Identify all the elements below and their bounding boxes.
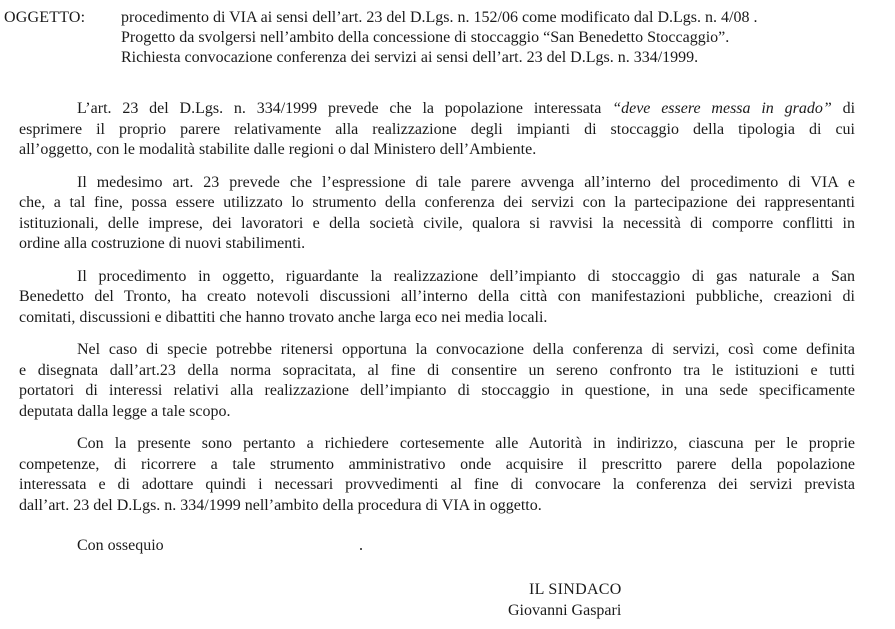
paragraph-5-line-2: competenze, di ricorrere a tale strumento amministrativo onde acquisire il prescritto parere della popolazione	[19, 455, 855, 473]
paragraph-1-line-2: esprimere il proprio parere relativamente alla realizzazione degli impianti di stoccaggio della tipologia di cui	[19, 120, 855, 138]
paragraph-2	[19, 173, 855, 255]
p1-text-before-quote: L’art. 23 del D.Lgs. n. 334/1999 prevede che la popolazione interessata	[77, 100, 602, 117]
p1-text-after-quote: di	[842, 100, 856, 117]
paragraph-5	[19, 434, 855, 516]
subject-text	[121, 8, 874, 68]
paragraph-1-line-1	[77, 99, 855, 120]
paragraph-4-line-4: deputata dalla legge a tale scopo.	[19, 402, 231, 420]
paragraph-2-line-4: ordine alla costruzione di nuovi stabilimenti.	[19, 235, 306, 252]
paragraph-4-line-1: Nel caso di specie potrebbe ritenersi opportuna la convocazione della conferenza di servizi, così come definita	[77, 341, 855, 358]
paragraph-5-line-3: interessata e di adottare quindi i necessari provvedimenti al fine di convocare la conferenza dei servizi prevista	[19, 476, 855, 493]
signature-block	[508, 579, 622, 621]
subject-line-1: procedimento di VIA ai sensi dell’art. 23 del D.Lgs. n. 152/06 come modificato dal D.Lgs. n. 4/08 .	[121, 9, 758, 26]
signer-title: IL SINDACO	[529, 581, 622, 598]
paragraph-2-line-3: istituzionali, delle imprese, dei lavoratori e della società civile, qualora si ravvisi la necessità di comporre conflitti in	[19, 214, 855, 232]
paragraph-4-line-3: portatori di interessi relativi alla realizzazione dell’impianto di stoccaggio in questione, in una sede specificamente	[19, 382, 855, 399]
paragraph-4-line-2: e disegnata dall’art.23 della norma sopracitata, al fine di consentire un sereno confronto tra le istituzioni e tutti	[19, 361, 855, 379]
subject-label: OGGETTO:	[4, 9, 86, 26]
p1-quoted-phrase: “deve essere messa in grado”	[612, 100, 832, 117]
paragraph-2-line-2: che, a tal fine, possa essere utilizzato lo strumento della conferenza dei servizi con la partecipazione dei rappresentanti	[19, 194, 855, 211]
paragraph-3	[19, 267, 855, 329]
paragraph-1-line-3: all’oggetto, con le modalità stabilite dalle regioni o dal Ministero dell’Ambiente.	[19, 141, 537, 158]
paragraph-5-line-4: dall’art. 23 del D.Lgs. n. 334/1999 nell’ambito della procedura di VIA in oggetto.	[19, 496, 542, 514]
paragraph-3-line-3: comitati, discussioni e dibattiti che hanno trovato anche larga eco nei media locali.	[19, 308, 548, 326]
paragraph-5-line-1: Con la presente sono pertanto a richiedere cortesemente alle Autorità in indirizzo, ciascuna per le proprie	[77, 435, 855, 452]
stray-mark	[360, 548, 362, 550]
paragraph-4	[19, 340, 855, 422]
subject-line-2: Progetto da svolgersi nell’ambito della concessione di stoccaggio “San Benedetto Stoccaggio”.	[121, 29, 730, 46]
signer-name: Giovanni Gaspari	[508, 602, 622, 619]
paragraph-3-line-2: Benedetto del Tronto, ha creato notevoli discussioni all’interno della città con manifestazioni pubbliche, creazioni di	[19, 288, 855, 305]
subject-block	[4, 8, 874, 68]
paragraph-2-line-1: Il medesimo art. 23 prevede che l’espressione di tale parere avvenga all’interno del procedimento di VIA e	[77, 173, 855, 191]
closing-salutation: Con ossequio	[77, 537, 164, 554]
letter-body	[19, 99, 856, 528]
subject-line-3: Richiesta convocazione conferenza dei servizi ai sensi dell’art. 23 del D.Lgs. n. 334/1999.	[121, 49, 699, 66]
paragraph-3-line-1: Il procedimento in oggetto, riguardante la realizzazione dell’impianto di stoccaggio di gas naturale a San	[77, 267, 855, 285]
paragraph-1	[19, 99, 856, 161]
